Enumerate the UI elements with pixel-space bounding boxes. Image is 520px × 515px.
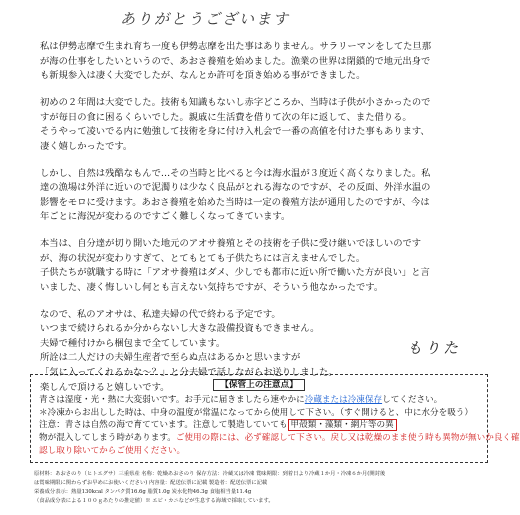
label-line: 原材料：あおさのり（ヒトエグサ）三重県産 名称：乾燥あおさのり 保存方法：冷蔵又は冷凍 賞味期限：到着日より冷蔵１か月・冷凍６か月(開封後 xyxy=(34,471,386,477)
text-line: 所詮は二人だけの夫婦生産者で至らぬ点はあるかと思いますが xyxy=(40,352,301,364)
text-line: 夫婦で種付けから梱包まで全てしています。 xyxy=(40,337,226,349)
text-line: 初めの２年間は大変でした。技術も知識もないし赤字どころか、当時は子供が小さかったので xyxy=(40,96,431,108)
text-line: 達の漁場は外洋に近いので泥濁りは少なく良品がとれる海なのですが、その反面、外洋水温の xyxy=(40,182,431,194)
text-line: も新規参入は凄く大変でしたが、なんとか許可を頂き始める事ができました。 xyxy=(40,70,366,82)
text-line: なので、私のアオサは、私達夫婦の代で終わる予定です。 xyxy=(40,308,281,320)
notice-line-1 xyxy=(39,394,479,407)
notice-line-4 xyxy=(39,432,520,445)
notice-title-text: 【保管上の注意点】 xyxy=(213,379,304,391)
text-line: 本当は、自分達が切り開いた地元のアオサ養殖とその技術を子供に受け継いでほしいのです xyxy=(40,238,422,250)
text-line: いつまで続けられるか分からないし大きな設備投資もできません。 xyxy=(40,323,320,335)
text-line: が海の仕事をしたいというので、あおさ養殖を始めました。漁業の世界は閉鎖的で地元出身で xyxy=(40,55,431,67)
text-line: 子供たちが就職する時に「アオサ養殖はダメ、少しでも都市に近い所で働いた方が良い」と言 xyxy=(40,267,430,279)
text-line: すが毎日の食に困るくらいでした。親戚に生活費を借りて次の年に返して、また借りる。 xyxy=(40,111,412,123)
label-line: は賞味期限に関わらずお早めにお使いください) 内容量：配送伝票に記載 製造者：配送伝票に記載 xyxy=(34,479,268,486)
text-line: 影響をモロに受けます。あおさ養殖を始めた当時は一定の養殖方法が通用したのですが、今は xyxy=(40,196,430,208)
letter-greeting: ありがとうございます xyxy=(120,10,291,28)
notice-line-2: ＊冷凍からお出しした時は、中身の温度が常温になってから使用して下さい。（すぐ開けると、中に水分を吸う） xyxy=(39,407,473,418)
notice-text: 注意：青さは自然の海で育てています。注意して製造していても xyxy=(39,420,288,431)
storage-notice-box xyxy=(30,374,520,463)
text-line: 年ごとに海況が変わるのですごく難しくなってきています。 xyxy=(40,211,291,223)
notice-highlight-inspect: 戻し又は乾燥のまま使う時も異物が無いか良く確 xyxy=(330,433,520,444)
notice-line-3 xyxy=(39,419,479,432)
notice-line-5: 認し取り除いてからご使用ください。 xyxy=(39,445,186,456)
text-line: しかし、自然は残酷なもんで…その当時と比べると今は海水温が３度近く高くなりました。私 xyxy=(40,167,431,179)
text-line: 私は伊勢志摩で生まれ育ち一度も伊勢志摩を出た事はありません。サラリーマンをしてた旦那 xyxy=(40,41,432,52)
notice-text: 青さは湿度・光・熱に大変弱いです。お手元に届きましたら速やかに xyxy=(39,394,305,405)
paragraph-2 xyxy=(40,96,492,154)
paragraph-3 xyxy=(40,167,492,225)
text-line: 凄く嬉しかったです。 xyxy=(40,140,133,152)
notice-text: 物が混入してしまう時があります。 xyxy=(39,433,176,444)
text-line: 「気に入ってくれるかな～？」と分夫婦で話しながらお送りしました。 xyxy=(40,367,338,379)
text-line: いました、凄く悔しいし何とも言えない気持ちですが、そういう他なかったです。 xyxy=(40,281,384,293)
label-line: 栄養成分表示：熱量130kcal タンパク質16.6g 脂質1.0g 炭水化物46.3g 食塩相当量11.4g xyxy=(34,488,252,495)
notice-text: してください。 xyxy=(382,394,443,405)
paragraph-1 xyxy=(40,40,492,84)
text-line: が、海の状況が変わりすぎて、とてもとても子供たちには言えませんでした。 xyxy=(40,252,366,264)
text-line: 楽しんで頂けると嬉しいです。 xyxy=(40,381,170,393)
paragraph-4 xyxy=(40,237,492,295)
label-line: （食品成分表による１００ｇあたりの推定値）※ エビ・カニなどが生息する海域で採取しています。 xyxy=(34,497,274,504)
notice-title xyxy=(39,379,479,392)
text-line: そうやって凌いでる内に勉強して技術を身に付け入札会で一番の高値を付けた事もあります、 xyxy=(40,126,430,138)
notice-highlight-storage: 冷蔵または冷凍保存 xyxy=(304,394,383,405)
product-label xyxy=(34,470,489,506)
notice-highlight-check: ご使用の際には、必ず確認して下さい。 xyxy=(175,433,331,444)
signature: もりた xyxy=(407,339,462,357)
notice-highlight-allergens: 甲殻類・藻類・網片等の異 xyxy=(288,419,397,431)
